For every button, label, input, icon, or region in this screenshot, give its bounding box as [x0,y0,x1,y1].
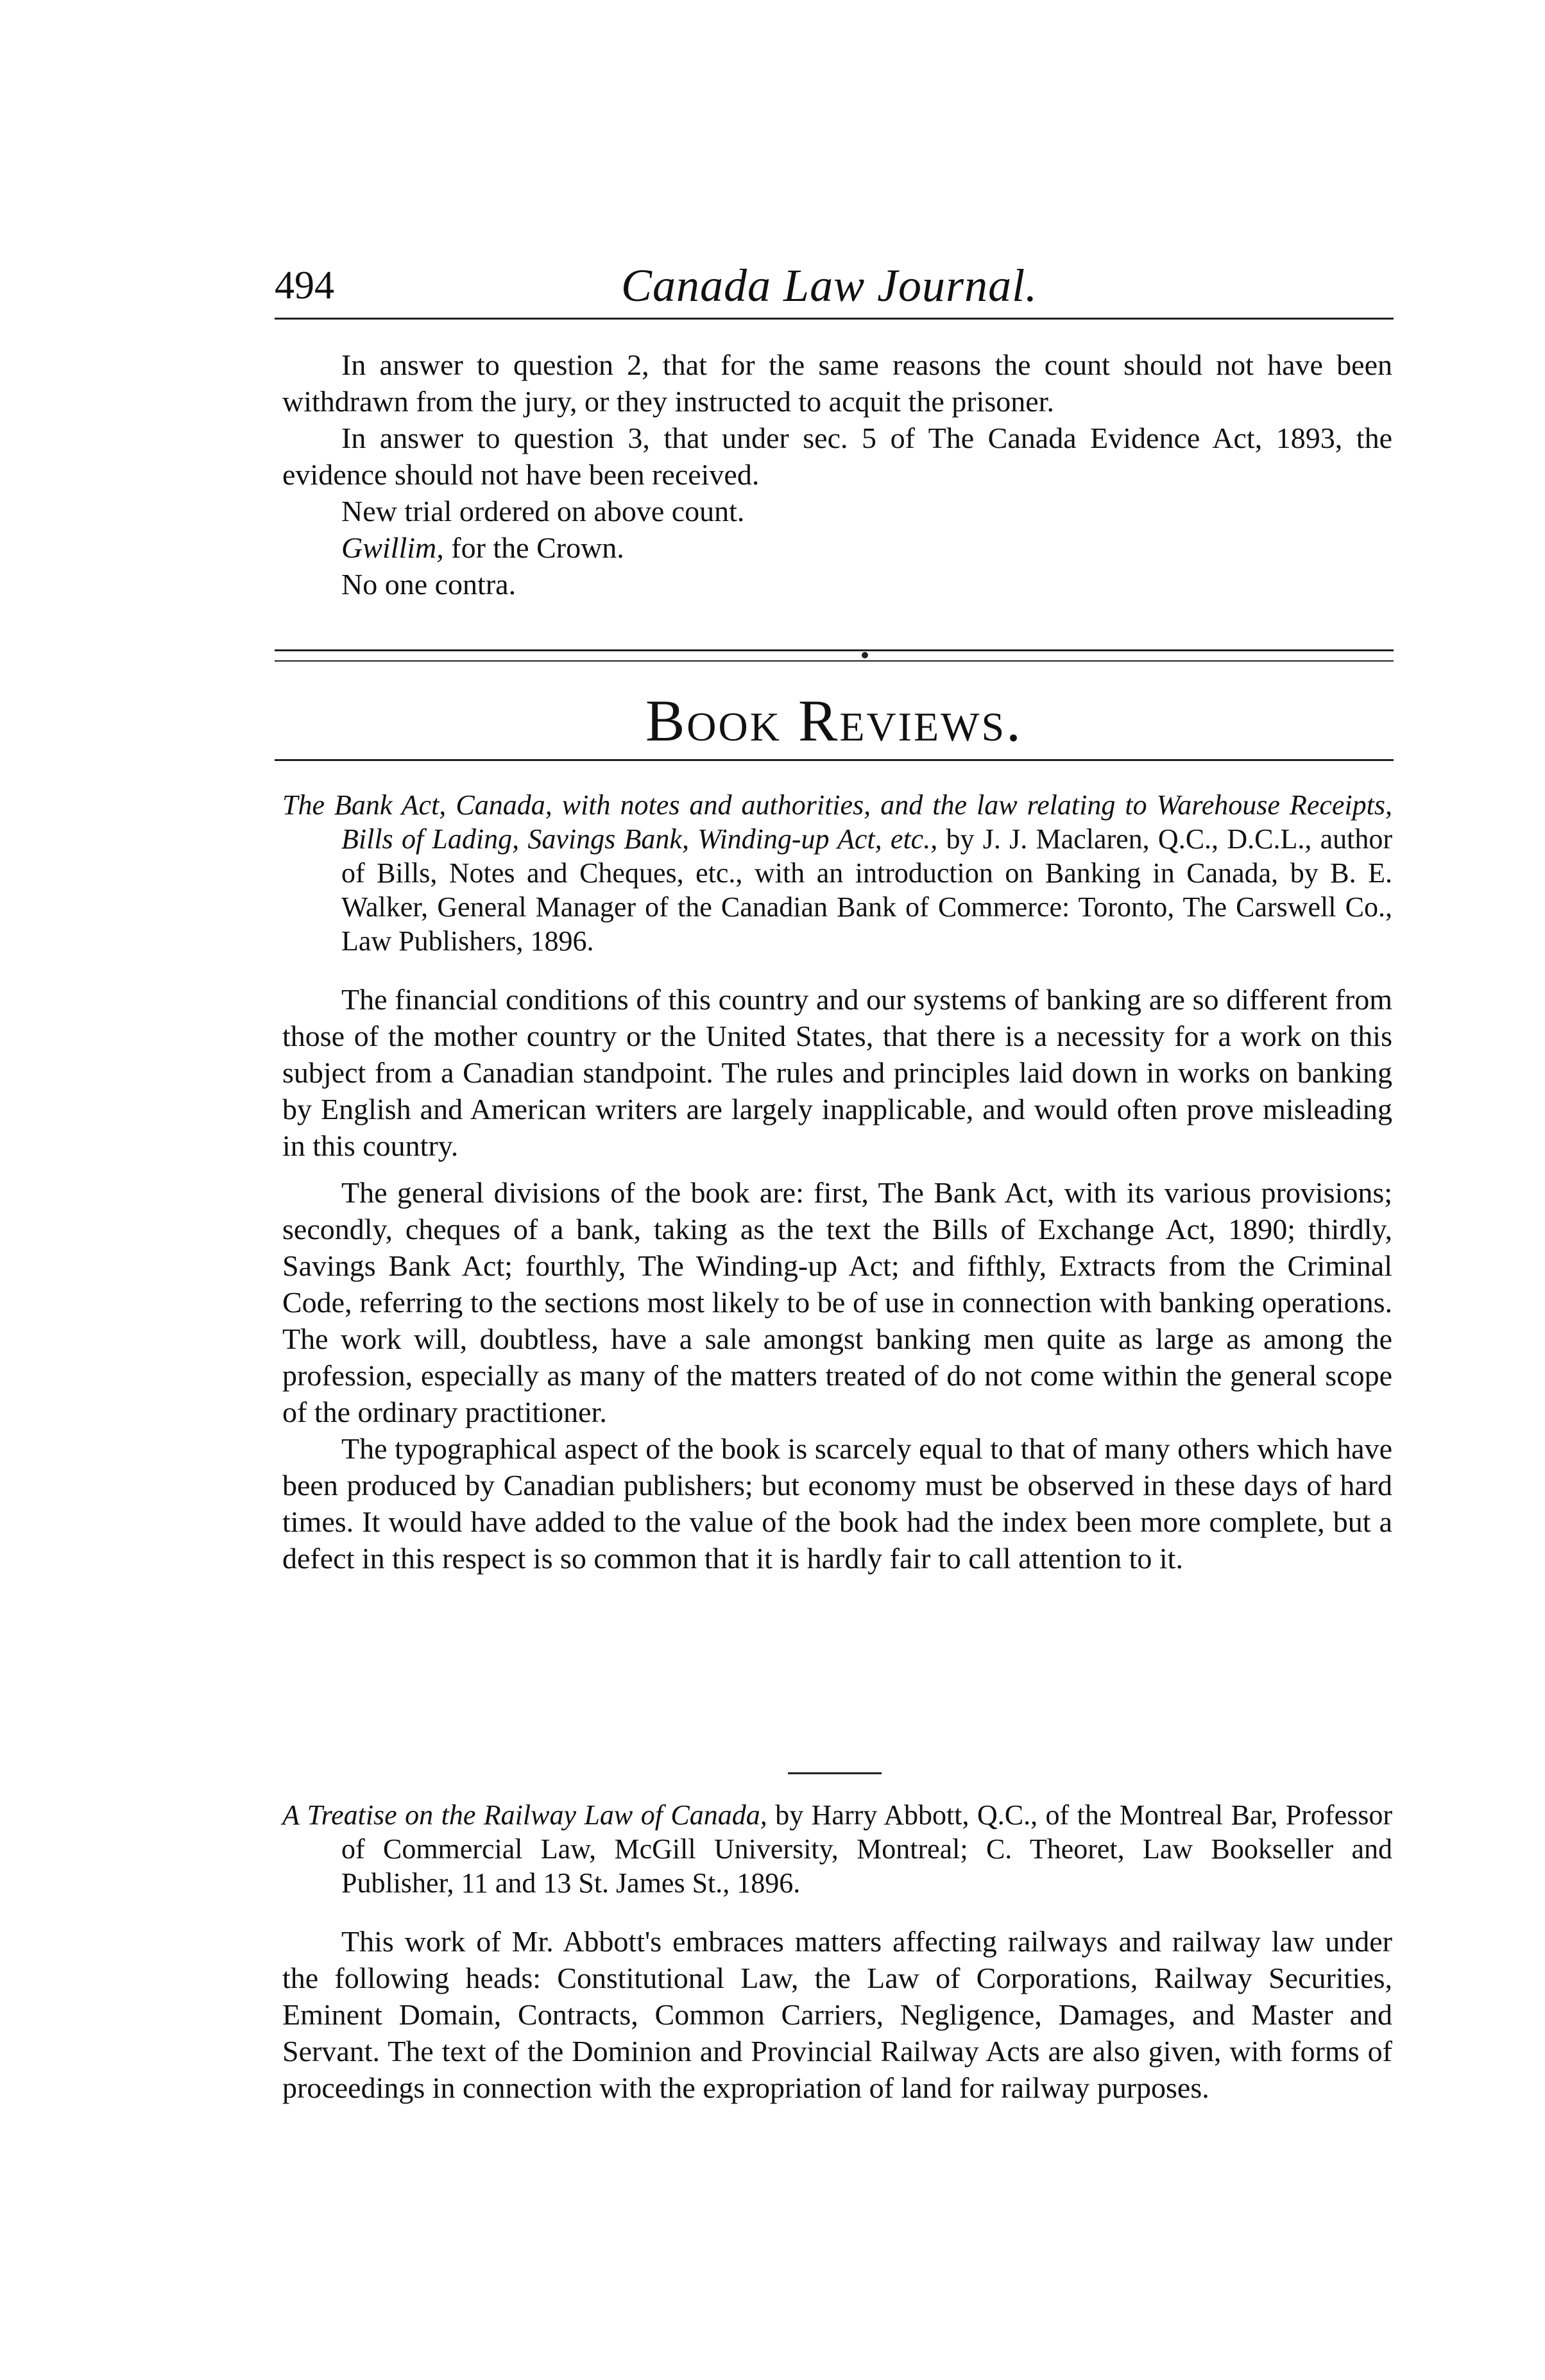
running-head [275,260,1394,320]
review-2-title: A Treatise on the Railway Law of Canada, [282,1799,767,1831]
contra-line: No one contra. [341,568,516,601]
counsel-line [282,529,1392,566]
review-2-citation [282,1798,1392,1900]
review-1-paragraph: The general divisions of the book are: first, The Bank Act, with its various provisions; secondly, cheques of a bank, taking as the text the Bills of Exchange Act, 1890; thirdly, Savings Bank Act; fourthly, The Winding-up Act; and fifthly, Extracts from the Criminal Code, referring to the sections most likely to be of use in connection with banking operations. The work will, doubtless, have a sale amongst banking men quite as large as among the profession, especially as many of the matters treated of do not come within the general scope of the ordinary practitioner. [282,1176,1392,1428]
review-divider [788,1772,882,1774]
review-1-publication: by J. J. Maclaren, Q.C., D.C.L., author of Bills, Notes and Cheques, etc., with an introduction on Banking in Canada, by B. E. Walker, General Manager of the Canadian Bank of Commerce: Toronto, The Carswell Co., Law Publishers, 1896. [341,823,1392,957]
answer-question-2: In answer to question 2, that for the same reasons the count should not have been withdrawn from the jury, or they instructed to acquit the prisoner. [282,348,1392,418]
counsel-name: Gwillim, [341,531,444,564]
case-conclusion [282,347,1392,603]
divider-ornament [862,652,868,658]
review-bank-act [282,788,1392,1577]
review-2-publication: by Harry Abbott, Q.C., of the Montreal Bar, Professor of Commercial Law, McGill University, Montreal; C. Theoret, Law Bookseller and Publisher, 11 and 13 St. James St., 1896. [341,1799,1392,1899]
review-1-paragraph: The financial conditions of this country and our systems of banking are so different from those of the mother country or the United States, that there is a necessity for a work on this subject from a Canadian standpoint. The rules and principles laid down in works on banking by English and American writers are largely inapplicable, and would often prove misleading in this country. [282,983,1392,1162]
heading-rule [275,759,1394,761]
counsel-role: for the Crown. [443,531,624,564]
section-heading: Book Reviews. [645,688,1023,753]
answer-question-3: In answer to question 3, that under sec. 5 of The Canada Evidence Act, 1893, the evidence should not have been received. [282,422,1392,491]
review-railway-law [282,1798,1392,2106]
double-rule-divider [275,649,1394,662]
review-1-citation [282,788,1392,958]
order-line: New trial ordered on above count. [341,495,745,527]
review-2-paragraph: This work of Mr. Abbott's embraces matters affecting railways and railway law under the following heads: Constitutional Law, the Law of Corporations, Railway Securities, Eminent Domain, Contracts, Common Carriers, Negligence, Damages, and Master and Servant. The text of the Dominion and Provincial Railway Acts are also given, with forms of proceedings in connection with the expropriation of land for railway purposes. [282,1925,1392,2104]
review-1-title: The Bank Act, Canada, with notes and authorities, and the law relating to Warehouse Receipts, Bills of Lading, Savings Bank, Winding-up Act, etc., [282,789,1392,855]
journal-title: Canada Law Journal. [621,260,1038,311]
review-1-paragraph: The typographical aspect of the book is scarcely equal to that of many others which have been produced by Canadian publishers; but economy must be observed in these days of hard times. It would have added to the value of the book had the index been more complete, but a defect in this respect is so common that it is hardly fair to call attention to it. [282,1432,1392,1575]
page-number: 494 [275,264,334,307]
